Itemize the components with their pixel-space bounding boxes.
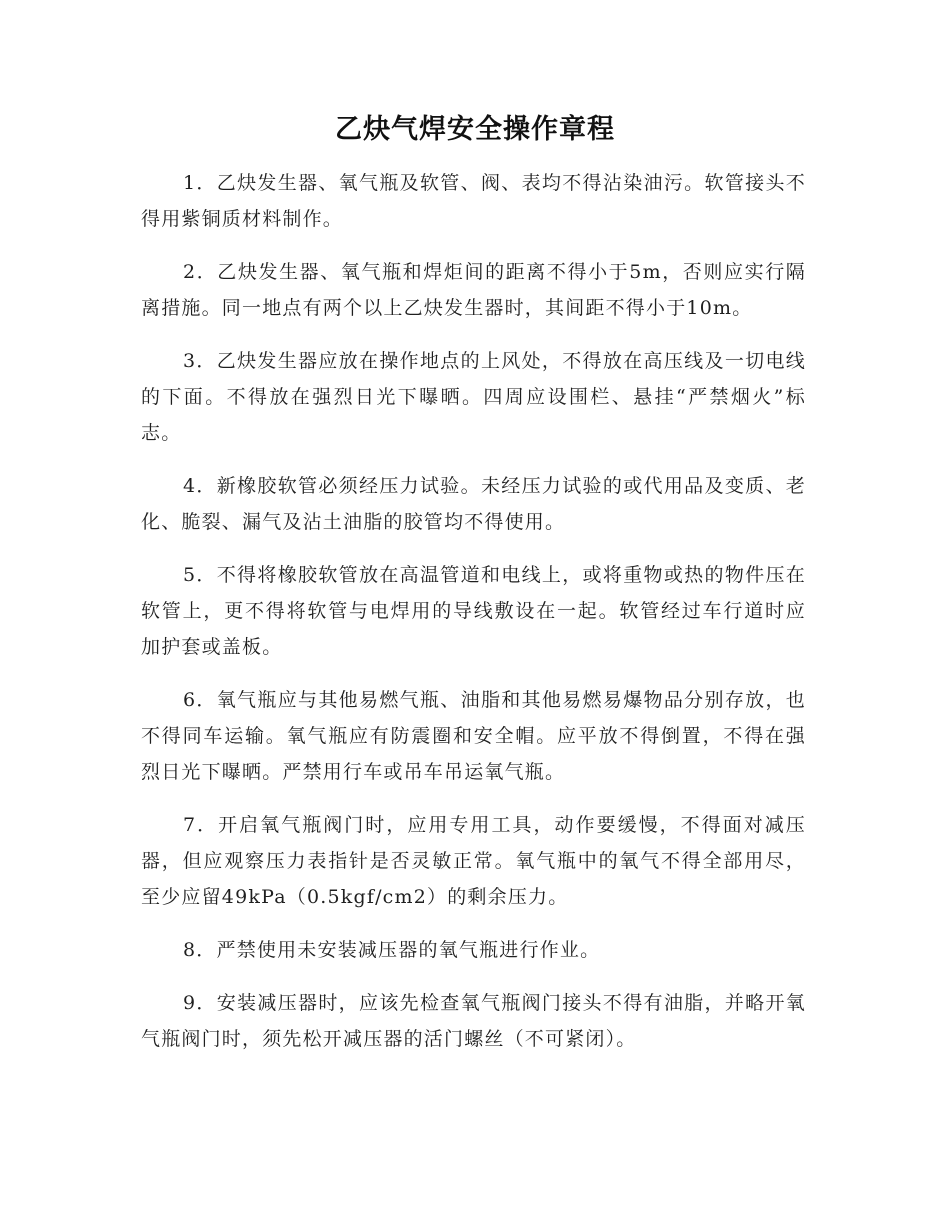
paragraph-3: 3．乙炔发生器应放在操作地点的上风处，不得放在高压线及一切电线的下面。不得放在强烈日光下曝晒。四周应设围栏、悬挂“严禁烟火”标志。 — [141, 350, 806, 444]
paragraph-2: 2．乙炔发生器、氧气瓶和焊炬间的距离不得小于5m，否则应实行隔离措施。同一地点有两个以上乙炔发生器时，其间距不得小于10m。 — [141, 261, 806, 319]
paragraph-4: 4．新橡胶软管必须经压力试验。未经压力试验的或代用品及变质、老化、脆裂、漏气及沾土油脂的胶管均不得使用。 — [141, 475, 806, 533]
document-body — [141, 165, 806, 1074]
paragraph-7: 7．开启氧气瓶阀门时，应用专用工具，动作要缓慢，不得面对减压器，但应观察压力表指针是否灵敏正常。氧气瓶中的氧气不得全部用尽，至少应留49kPa（0.5kgf/cm2）的剩余压力。 — [141, 814, 806, 908]
paragraph-5: 5．不得将橡胶软管放在高温管道和电线上，或将重物或热的物件压在软管上，更不得将软管与电焊用的导线敷设在一起。软管经过车行道时应加护套或盖板。 — [141, 564, 806, 658]
paragraph-8: 8．严禁使用未安装减压器的氧气瓶进行作业。 — [183, 939, 601, 961]
document-title: 乙炔气焊安全操作章程 — [335, 114, 615, 145]
paragraph-6: 6．氧气瓶应与其他易燃气瓶、油脂和其他易燃易爆物品分别存放，也不得同车运输。氧气瓶应有防震圈和安全帽。应平放不得倒置，不得在强烈日光下曝晒。严禁用行车或吊车吊运氧气瓶。 — [141, 689, 806, 783]
paragraph-9: 9．安装减压器时，应该先检查氧气瓶阀门接头不得有油脂，并略开氧气瓶阀门时，须先松开减压器的活门螺丝（不可紧闭）。 — [141, 992, 806, 1050]
paragraph-1: 1．乙炔发生器、氧气瓶及软管、阀、表均不得沾染油污。软管接头不得用紫铜质材料制作。 — [141, 172, 806, 230]
